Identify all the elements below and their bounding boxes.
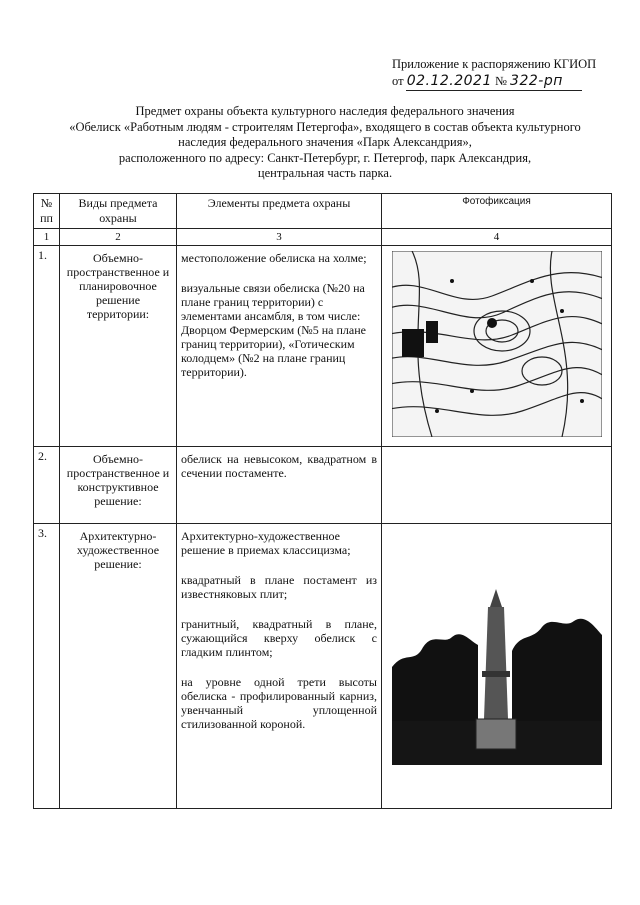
- table-header-row: [34, 194, 612, 229]
- appendix-line: Приложение к распоряжению КГИОП: [392, 57, 597, 71]
- kind-label: Архитектурно-художественное решение:: [76, 529, 160, 571]
- row-elements: [177, 524, 382, 809]
- column-number-row: [34, 229, 612, 246]
- header-kind: Виды предмета охраны: [60, 194, 177, 229]
- protection-table: [33, 193, 612, 809]
- kind-label: Объемно-пространственное и конструктивное решение:: [66, 452, 170, 508]
- appendix-header: [392, 56, 632, 90]
- obelisk-photo: [392, 571, 602, 765]
- column-number: 1: [34, 229, 60, 246]
- element-text: визуальные связи обелиска (№20 на плане границ территории) с элементами ансамбля, в том числе: Дворцом Фермерским (№5 на плане границ территории), «Готическим колодцем» (№2 на плане границ территории).: [181, 281, 366, 379]
- kind-label: Объемно-пространственное и планировочное решение территории:: [66, 251, 170, 321]
- handwritten-date: 02.12.2021: [406, 73, 492, 89]
- element-text: местоположение обелиска на холме;: [181, 251, 367, 265]
- row-number: 1.: [34, 246, 60, 447]
- row-elements: [177, 246, 382, 447]
- number-sign: №: [494, 74, 507, 88]
- from-prefix: от: [392, 74, 404, 88]
- site-plan-image: [392, 251, 602, 437]
- row-kind: [60, 246, 177, 447]
- row-photo-empty: [382, 447, 612, 524]
- header-num: № пп: [34, 194, 60, 229]
- header-photo: Фотофиксация: [382, 194, 612, 229]
- row-number: 3.: [34, 524, 60, 809]
- table-row: [34, 524, 612, 809]
- row-elements: [177, 447, 382, 524]
- element-text: на уровне одной трети высоты обелиска - профилированный карниз, увенчанный уплощенной стилизованной короной.: [181, 675, 377, 731]
- element-text: гранитный, квадратный в плане, сужающийся кверху обелиск с гладким плинтом;: [181, 617, 377, 659]
- row-kind: [60, 447, 177, 524]
- column-number: 4: [382, 229, 612, 246]
- header-elements: Элементы предмета охраны: [177, 194, 382, 229]
- title-line: «Обелиск «Работным людям - строителям Петергофа», входящего в состав объекта культурного: [69, 119, 581, 134]
- column-number: 3: [177, 229, 382, 246]
- table-row: [34, 246, 612, 447]
- appendix-date-number: [392, 73, 632, 90]
- row-number: 2.: [34, 447, 60, 524]
- element-text: квадратный в плане постамент из известняковых плит;: [181, 573, 377, 601]
- document-title: [40, 104, 610, 182]
- title-line: Предмет охраны объекта культурного наследия федерального значения: [135, 104, 515, 118]
- row-kind: [60, 524, 177, 809]
- handwritten-number: 322-рп: [510, 73, 563, 89]
- title-line: наследия федерального значения «Парк Александрия»,: [178, 135, 472, 149]
- column-number: 2: [60, 229, 177, 246]
- element-text: обелиск на невысоком, квадратном в сечении постаменте.: [181, 452, 377, 480]
- row-photo: [382, 246, 612, 447]
- title-line: расположенного по адресу: Санкт-Петербург, г. Петергоф, парк Александрия,: [118, 150, 532, 165]
- title-line: центральная часть парка.: [257, 166, 393, 180]
- row-photo: [382, 524, 612, 809]
- table-row: [34, 447, 612, 524]
- element-text: Архитектурно-художественное решение в приемах классицизма;: [181, 529, 351, 557]
- signature-underline: [406, 90, 582, 91]
